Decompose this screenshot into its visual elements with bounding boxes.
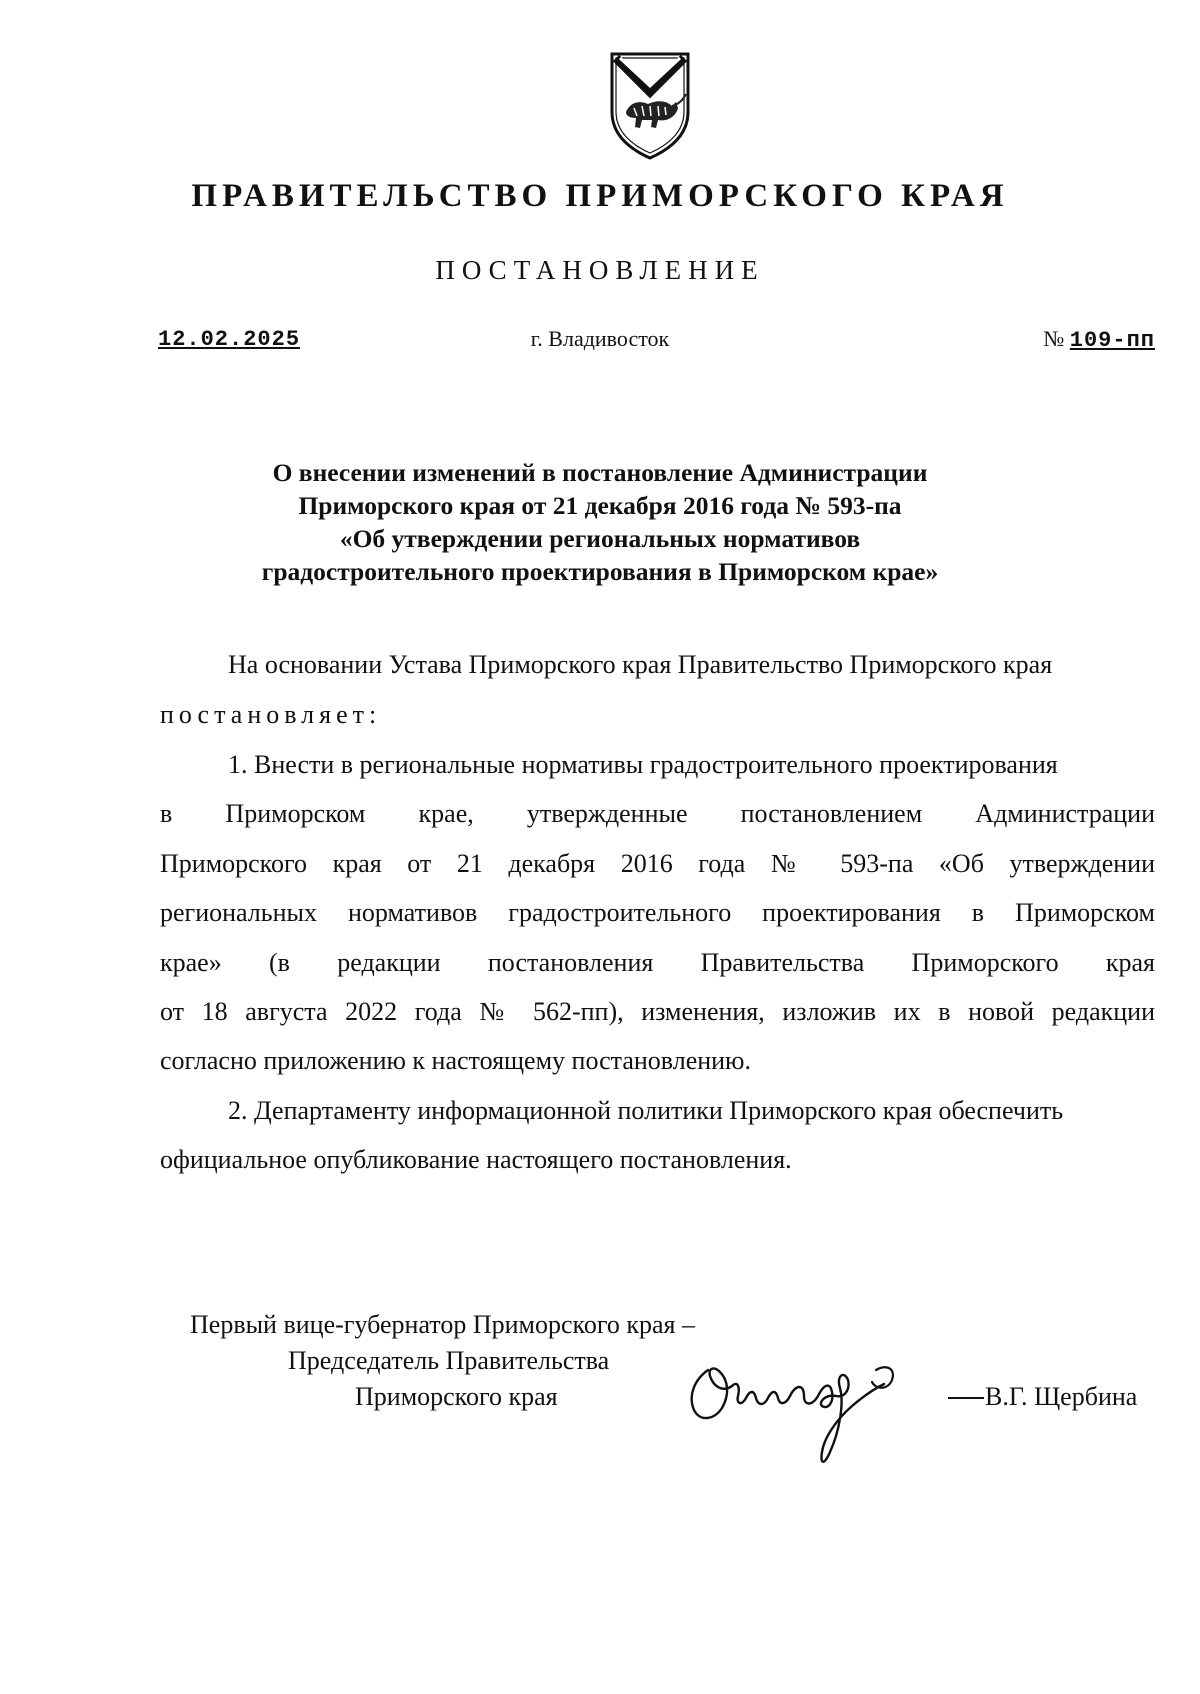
primorsky-krai-coat-of-arms-icon [604,50,696,162]
body-line: Приморского края от 21 декабря 2016 года № 593-па «Об утверждении [160,849,1155,878]
signatory-role-line: Первый вице-губернатор Приморского края – [190,1310,695,1339]
body-line: 2. Департаменту информационной политики Приморского края обеспечить [228,1096,1064,1125]
heading-line: Приморского края от 21 декабря 2016 года № 593-па [298,491,902,520]
document-number [1043,326,1155,353]
signature-dash [948,1397,984,1399]
signatory-name: В.Г. Щербина [985,1382,1138,1411]
heading-line: О внесении изменений в постановление Администрации [272,458,928,487]
body-line: в Приморском крае, утвержденные постановлением Администрации [160,799,1155,828]
organization-title: ПРАВИТЕЛЬСТВО ПРИМОРСКОГО КРАЯ [191,178,1009,214]
signatory-role-line: Председатель Правительства [288,1346,610,1375]
body-line: 1. Внести в региональные нормативы градостроительного проектирования [228,750,1058,779]
body-line: согласно приложению к настоящему постановлению. [160,1046,751,1075]
body-line: официальное опубликование настоящего постановления. [160,1145,792,1174]
document-heading [200,456,1000,588]
heading-line: «Об утверждении региональных нормативов [339,524,861,553]
signatory-role-line: Приморского края [355,1382,558,1411]
document-number-value: 109-пп [1069,328,1155,353]
body-line: региональных нормативов градостроительного проектирования в Приморском [160,898,1155,927]
document-date: 12.02.2025 [158,327,301,352]
heading-line: градостроительного проектирования в Приморском крае» [261,557,939,586]
body-line: На основании Устава Приморского края Правительство Приморского края [228,650,1053,679]
body-line-resolves: постановляет: [160,700,382,729]
document-type: ПОСТАНОВЛЕНИЕ [435,255,765,285]
body-line: от 18 августа 2022 года № 562-пп), изменения, изложив их в новой редакции [160,997,1155,1026]
handwritten-signature [680,1340,940,1480]
document-number-prefix: № [1043,326,1065,351]
document-city: г. Владивосток [530,326,670,351]
body-line: крае» (в редакции постановления Правительства Приморского края [160,948,1155,977]
